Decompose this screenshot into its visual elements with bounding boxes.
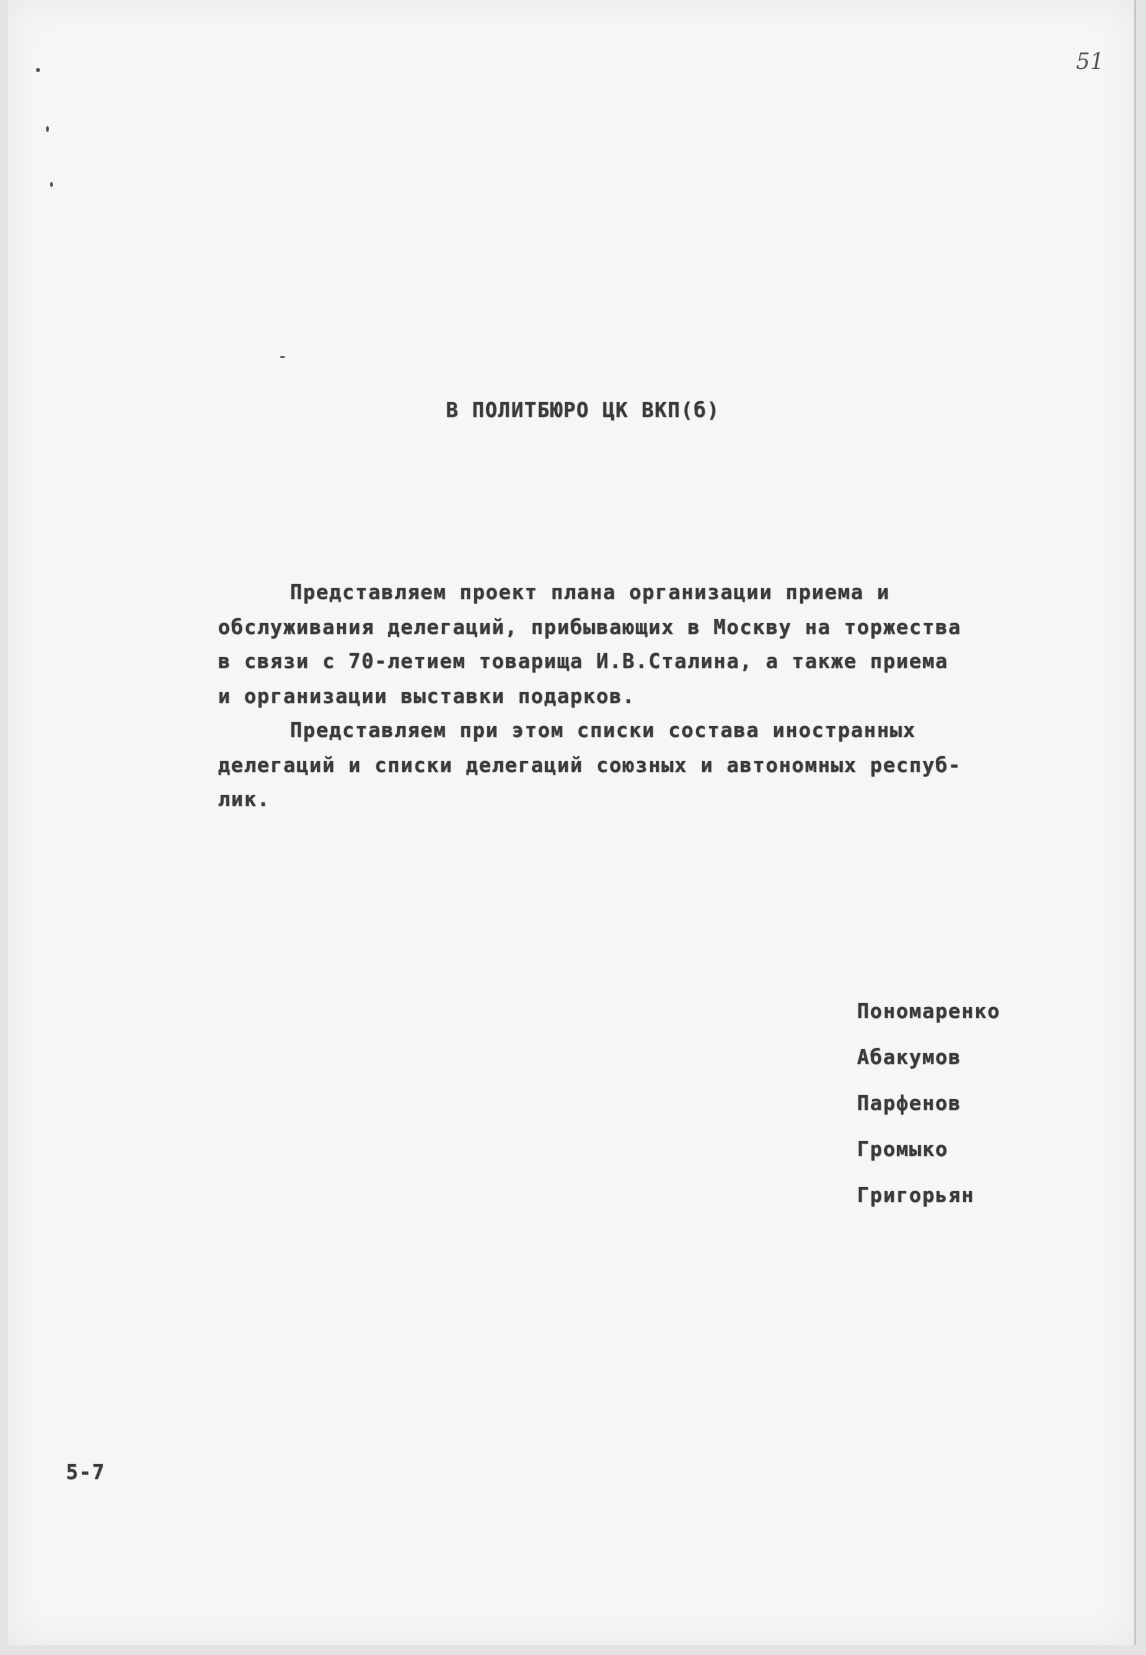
margin-mark xyxy=(280,356,285,358)
document-heading: В ПОЛИТБЮРО ЦК ВКП(б) xyxy=(446,398,720,422)
signatory-name: Парфенов xyxy=(857,1091,962,1115)
body-line: Представляем при этом списки состава иностранных xyxy=(290,718,916,742)
signatory-name: Абакумов xyxy=(857,1045,962,1069)
body-line: лик. xyxy=(218,787,271,811)
document-code: 5-7 xyxy=(66,1460,106,1484)
signatory-name: Григорьян xyxy=(857,1183,975,1207)
margin-mark xyxy=(46,126,49,132)
signatory-name: Громыко xyxy=(857,1137,949,1161)
body-line: Представляем проект плана организации приема и xyxy=(290,580,890,604)
body-line: обслуживания делегаций, прибывающих в Москву на торжества xyxy=(218,614,962,639)
margin-mark xyxy=(50,182,53,187)
body-line: и организации выставки подарков. xyxy=(218,683,636,708)
signatory-name: Пономаренко xyxy=(857,999,1001,1023)
document-page xyxy=(8,0,1136,1645)
body-line: делегаций и списки делегаций союзных и автономных респуб- xyxy=(218,752,962,777)
body-line: в связи с 70-летием товарища И.В.Сталина, а также приема xyxy=(218,649,949,673)
signatory-list xyxy=(857,988,1000,1218)
margin-mark xyxy=(36,68,40,72)
document-body xyxy=(218,575,1098,817)
page-number: 51 xyxy=(1076,50,1104,75)
